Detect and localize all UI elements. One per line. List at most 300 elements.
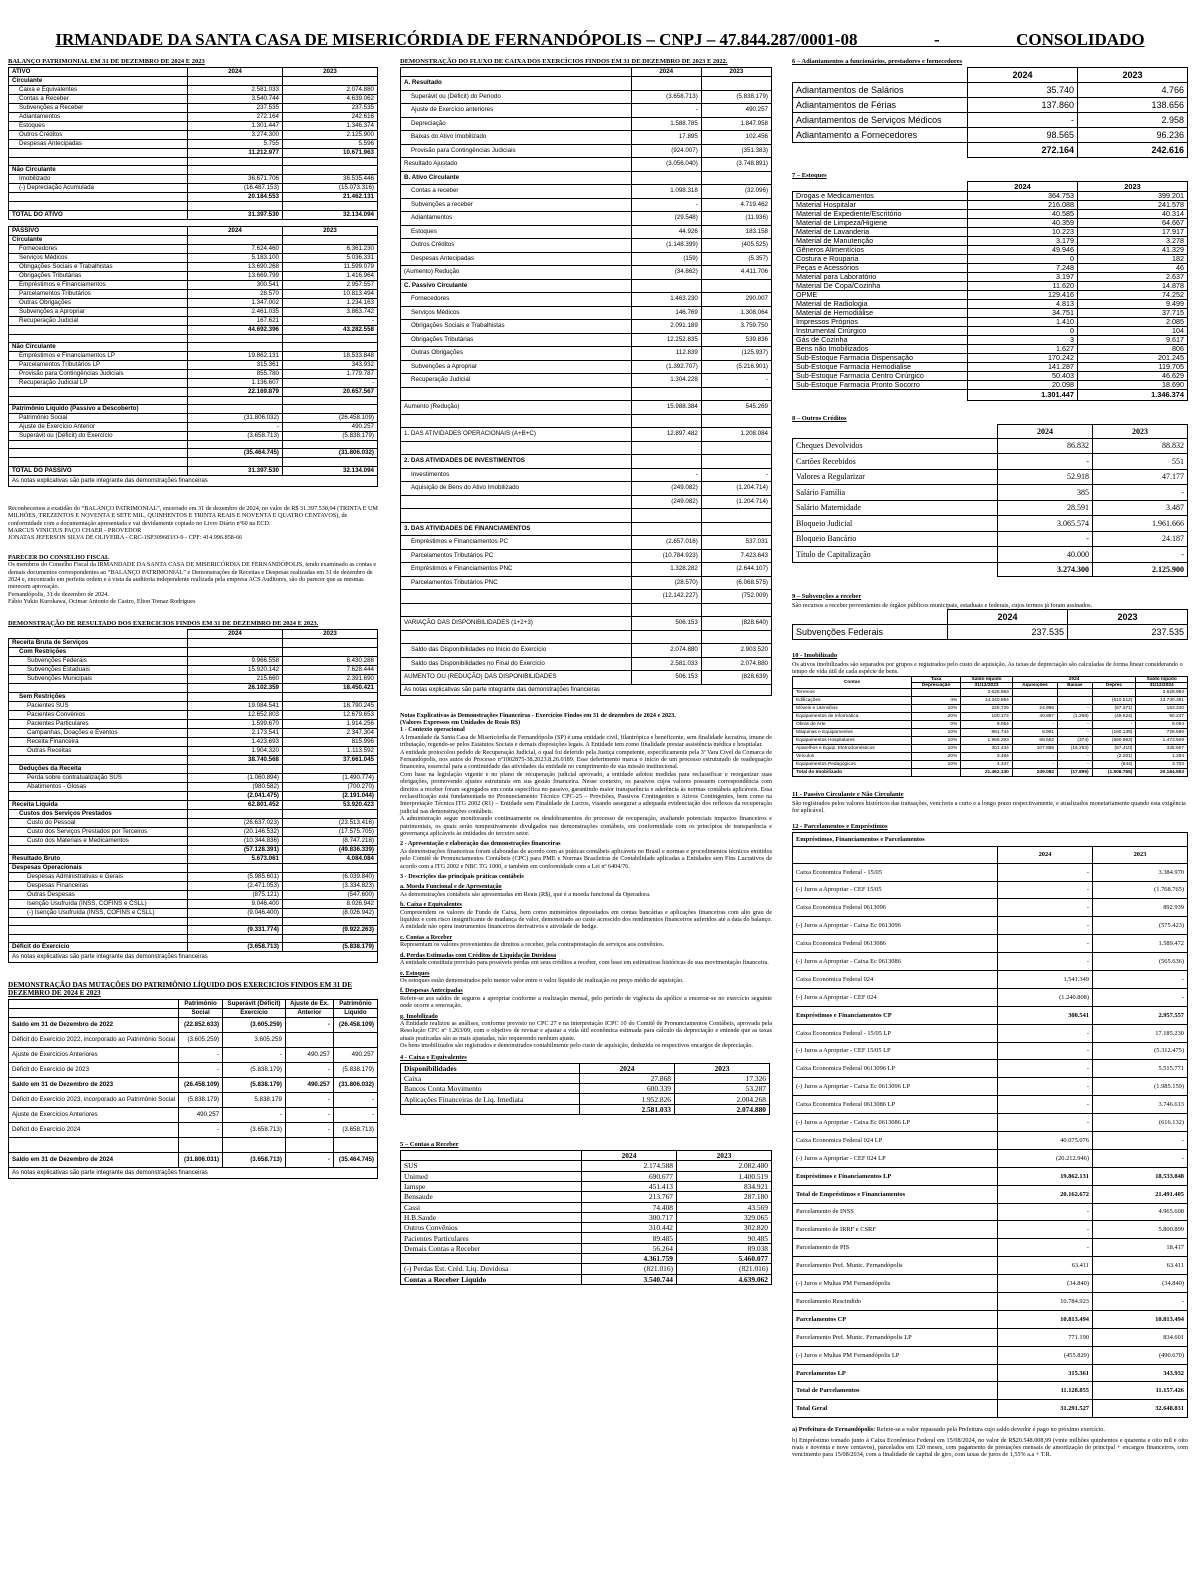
dfc-2024: (34.862) bbox=[631, 266, 701, 280]
ativo-row bbox=[9, 193, 378, 202]
emprestimo-value: - bbox=[998, 1203, 1093, 1221]
dre-2024: (980.582) bbox=[188, 782, 283, 791]
emprestimo-label: Parcelamento de PIS bbox=[793, 1239, 998, 1257]
credito-value: 385 bbox=[998, 485, 1093, 501]
passivo-row bbox=[9, 351, 378, 360]
dre-row bbox=[9, 647, 378, 656]
passivo-2024: 13.690.268 bbox=[188, 262, 283, 271]
estoque-row bbox=[793, 363, 1188, 372]
estoque-row bbox=[793, 282, 1188, 291]
imob-row bbox=[793, 688, 1188, 696]
dfc-2023: 2.903.520 bbox=[701, 644, 771, 658]
ativo-label: Caixa e Equivalentes bbox=[9, 86, 188, 95]
dfc-2023 bbox=[701, 522, 771, 536]
adiant-value: 98.565 bbox=[968, 128, 1078, 143]
dmpl-label: Déficit do Exercício 2022, incorporado ao Patrimônio Social bbox=[9, 1033, 179, 1048]
dfc-row bbox=[401, 455, 772, 469]
emprestimo-value: 19.862.131 bbox=[998, 1167, 1093, 1185]
dfc-label: Provisão para Contingências Judiciais bbox=[401, 144, 632, 158]
passivo-2023: 2.957.557 bbox=[283, 280, 378, 289]
imob-value: 10% bbox=[911, 760, 960, 768]
emprestimo-value: - bbox=[998, 1060, 1093, 1078]
dfc-2024 bbox=[631, 387, 701, 401]
ativo-2023 bbox=[283, 77, 378, 86]
ativo-row bbox=[9, 149, 378, 158]
passivo-label: Patrimônio Social bbox=[9, 414, 188, 423]
imob-value: - bbox=[1012, 752, 1057, 760]
dfc-2023: 1.208.084 bbox=[701, 428, 771, 442]
dre-label: Déficit do Exercício bbox=[9, 943, 188, 952]
dfc-2024: (28.570) bbox=[631, 576, 701, 590]
ativo-2024: 31.397.530 bbox=[188, 210, 283, 219]
emprestimo-value: 2.957.557 bbox=[1093, 1006, 1188, 1024]
emprestimo-row bbox=[793, 1185, 1188, 1203]
emprestimo-value: 10.813.494 bbox=[998, 1310, 1093, 1328]
imob-value: 9.054 bbox=[961, 720, 1013, 728]
imob-value: 20% bbox=[911, 752, 960, 760]
dfc-row bbox=[401, 252, 772, 266]
year-2023: 2023 bbox=[1078, 182, 1188, 192]
dfc-row bbox=[401, 266, 772, 280]
dfc-row bbox=[401, 671, 772, 685]
parecer-names: Fábio Yukio Kurokawa, Ocimar Antonio de Castro, Elton Tomaz Rodrigues bbox=[8, 598, 196, 606]
estoque-label: Material de Manutenção bbox=[793, 237, 968, 246]
estoque-row bbox=[793, 309, 1188, 318]
passivo-row bbox=[9, 244, 378, 253]
emprestimo-value: - bbox=[998, 953, 1093, 971]
ativo-label bbox=[9, 149, 188, 158]
imob-value: 301.434 bbox=[961, 744, 1013, 752]
caixa-row bbox=[401, 1084, 770, 1094]
dfc-2024: 1.463.230 bbox=[631, 293, 701, 307]
dfc-label: Contas a receber bbox=[401, 185, 632, 199]
dmpl-value: 490.257 bbox=[179, 1108, 223, 1123]
ativo-label: TOTAL DO ATIVO bbox=[9, 210, 188, 219]
year-2024: 2024 bbox=[580, 1063, 675, 1073]
dmpl-value bbox=[179, 1138, 223, 1153]
nota9-text: São recursos a receber provenientes de órgãos públicos municipais, estaduais e federais, cujos termos já foram assinados. bbox=[792, 601, 1093, 609]
dfc-row bbox=[401, 158, 772, 172]
imob-value: 9.054 bbox=[1136, 720, 1188, 728]
emprestimo-label: (-) Juros e Multas PM Fernandópolis LP bbox=[793, 1346, 998, 1364]
credito-row bbox=[793, 469, 1188, 485]
estoque-value: 4.813 bbox=[968, 300, 1078, 309]
notas-subtitle: (Valores Expressos em Unidades de Reais R$) bbox=[400, 718, 521, 726]
nota12a-text: Refere-se a valor repassado pela Prefeitura cujo saldo devedor é pago no próximo exercício. bbox=[876, 1426, 1105, 1434]
dre-2023 bbox=[283, 917, 378, 925]
emprestimo-row bbox=[793, 953, 1188, 971]
dfc-2024: (10.784.923) bbox=[631, 549, 701, 563]
emprestimo-value: (490.670) bbox=[1093, 1346, 1188, 1364]
n12-head: Empréstimos, Financiamentos e Parcelamentos bbox=[793, 832, 1188, 846]
emprestimo-row bbox=[793, 863, 1188, 881]
passivo-label: Fornecedores bbox=[9, 244, 188, 253]
dre-label bbox=[9, 925, 188, 934]
dre-title: DEMONSTRAÇÃO DE RESULTADO DOS EXERCICIOS FINDOS EM 31 DE DEZEMBRO DE 2024 E 2023. bbox=[8, 619, 319, 627]
estoque-row bbox=[793, 381, 1188, 390]
emprestimo-value: - bbox=[998, 899, 1093, 917]
signature-provedor: MARCUS VINICIUS PAÇO CHAER - PROVEDOR bbox=[8, 527, 142, 534]
receber-value: 56.264 bbox=[582, 1243, 677, 1253]
imob-value: (16.253) bbox=[1058, 744, 1093, 752]
ativo-row bbox=[9, 184, 378, 193]
receber-row bbox=[401, 1161, 772, 1171]
credito-value: 3.065.574 bbox=[998, 516, 1093, 532]
dfc-row bbox=[401, 576, 772, 590]
dre-label: Sem Restrições bbox=[9, 692, 188, 701]
caixa-label: Aplicações Financeiras de Liq. Imediata bbox=[401, 1094, 580, 1104]
receber-value: 690.677 bbox=[582, 1171, 677, 1181]
year-2024: 2024 bbox=[582, 1151, 677, 1161]
dre-2024: 2.173.541 bbox=[188, 728, 283, 737]
emprestimos-rows bbox=[793, 863, 1188, 1418]
emprestimo-row bbox=[793, 1131, 1188, 1149]
dre-2024: 9.046.400 bbox=[188, 899, 283, 908]
receber-row bbox=[401, 1223, 772, 1233]
estoque-value: 364.753 bbox=[968, 192, 1078, 201]
emprestimo-value: (34.840) bbox=[1093, 1275, 1188, 1293]
dmpl-row bbox=[9, 1108, 378, 1123]
receber-value: 300.717 bbox=[582, 1212, 677, 1222]
caixa-value: 53.287 bbox=[675, 1084, 770, 1094]
dre-label: Pacientes SUS bbox=[9, 701, 188, 710]
receber-value: 302.820 bbox=[677, 1223, 772, 1233]
dre-2023: 4.084.084 bbox=[283, 854, 378, 863]
estoque-value: 0 bbox=[968, 255, 1078, 264]
estoque-value: 74.252 bbox=[1078, 291, 1188, 300]
estoques-rows bbox=[793, 192, 1188, 390]
dfc-row bbox=[401, 414, 772, 428]
estoque-value: 17.917 bbox=[1078, 228, 1188, 237]
emprestimo-row bbox=[793, 1328, 1188, 1346]
credito-value: 40.000 bbox=[998, 547, 1093, 563]
nota3c-text: Representam os valores provenientes de direitos a receber, pela contraprestação de serviços aos convênios. bbox=[400, 941, 665, 949]
ativo-2024: 11.212.977 bbox=[188, 149, 283, 158]
ativo-2024: 3.540.744 bbox=[188, 95, 283, 104]
dre-2023: (23.513.416) bbox=[283, 818, 378, 827]
dmpl-table bbox=[8, 999, 378, 1168]
dfc-2024 bbox=[631, 603, 701, 617]
passivo-label bbox=[9, 334, 188, 342]
receber-label: Cassi bbox=[401, 1202, 582, 1212]
emprestimo-row bbox=[793, 1310, 1188, 1328]
dmpl-head: Social bbox=[179, 1009, 223, 1018]
receber-row bbox=[401, 1212, 772, 1222]
imob-value: - bbox=[1058, 760, 1093, 768]
passivo-2023 bbox=[283, 396, 378, 404]
ativo-label bbox=[9, 193, 188, 202]
dfc-2024: (1.148.399) bbox=[631, 239, 701, 253]
dmpl-value: (3.658.713) bbox=[333, 1123, 377, 1138]
ativo-label: Contas a Receber bbox=[9, 95, 188, 104]
passivo-label: Não Circulante bbox=[9, 342, 188, 351]
imob-h-2024: 2024 bbox=[1012, 676, 1136, 682]
ativo-2023: 4.639.062 bbox=[283, 95, 378, 104]
dmpl-head: Anterior bbox=[285, 1009, 333, 1018]
dre-2024: 15.920.142 bbox=[188, 665, 283, 674]
estoque-row bbox=[793, 327, 1188, 336]
year-2023: 2023 bbox=[1078, 68, 1188, 83]
dre-2023: (2.191.044) bbox=[283, 791, 378, 800]
estoque-value: 40.585 bbox=[968, 210, 1078, 219]
n5-pecld-label: (-) Perdas Est. Créd. Liq. Duvidosa bbox=[401, 1264, 582, 1274]
estoques-table bbox=[792, 181, 1188, 401]
receber-value: 310.442 bbox=[582, 1223, 677, 1233]
dre-2024: (2.471.053) bbox=[188, 881, 283, 890]
nota10-text: Os ativos imobilizados são separados por grupos e registrados pelo custo de aquisição. As taxas de depreciação são calculadas de forma linear considerando o tempo de vida útil de cada espécie de bens. bbox=[792, 661, 1183, 676]
dfc-footnote: As notas explicativas são parte integrante das demonstrações financeiras bbox=[400, 685, 772, 696]
dre-2024 bbox=[188, 764, 283, 773]
dmpl-head: Patrimônio bbox=[333, 1000, 377, 1009]
ativo-2023: 32.134.094 bbox=[283, 210, 378, 219]
dfc-row bbox=[401, 77, 772, 91]
imob-row bbox=[793, 696, 1188, 704]
caixa-row bbox=[401, 1094, 770, 1104]
imob-value: - bbox=[1058, 720, 1093, 728]
estoque-value: 3.278 bbox=[1078, 237, 1188, 246]
n4-total-2024: 2.581.033 bbox=[580, 1104, 675, 1114]
nota2-title: 2 - Apresentação e elaboração das demonstrações financeiras bbox=[400, 840, 561, 848]
credito-label: Bloqueio Bancário bbox=[793, 531, 998, 547]
receber-value: 287.180 bbox=[677, 1192, 772, 1202]
dre-2024: 1.599.670 bbox=[188, 719, 283, 728]
estoque-row bbox=[793, 354, 1188, 363]
imob-label: Equipamentos Hospitalares bbox=[793, 736, 912, 744]
dmpl-label: Déficit do Exercício de 2023 bbox=[9, 1063, 179, 1078]
nota6-title: 6 – Adiantamentos a funcionários, prestadores e fornecedores bbox=[792, 58, 963, 65]
dfc-row bbox=[401, 212, 772, 226]
dre-2023: (1.490.774) bbox=[283, 773, 378, 782]
dmpl-head: Ajuste de Ex. bbox=[285, 1000, 333, 1009]
passivo-2023: 1.416.964 bbox=[283, 271, 378, 280]
dre-row bbox=[9, 674, 378, 683]
nota12-notes bbox=[792, 1426, 1188, 1459]
dmpl-value bbox=[223, 1138, 286, 1153]
estoque-value: 129.416 bbox=[968, 291, 1078, 300]
dfc-2023 bbox=[701, 279, 771, 293]
imob-subhead: Baixas bbox=[1058, 682, 1093, 688]
emprestimo-value: - bbox=[998, 935, 1093, 953]
nota8-title: 8 – Outros Créditos bbox=[792, 414, 847, 422]
imob-value: - bbox=[1092, 720, 1136, 728]
outros-creditos-table bbox=[792, 424, 1188, 577]
dfc-2023: (32.096) bbox=[701, 185, 771, 199]
passivo-row bbox=[9, 280, 378, 289]
passivo-2023 bbox=[283, 458, 378, 466]
emprestimo-label: (-) Juros a Apropriar - CEF 024 bbox=[793, 988, 998, 1006]
emprestimo-row bbox=[793, 1006, 1188, 1024]
passivo-label: Empréstimos e Financiamentos bbox=[9, 280, 188, 289]
ativo-2023: 242.616 bbox=[283, 113, 378, 122]
dfc-row bbox=[401, 549, 772, 563]
dfc-2023: 4.719.462 bbox=[701, 198, 771, 212]
nota12-title: 12 - Parcelamentos e Empréstimos bbox=[792, 822, 888, 830]
ativo-label: Outros Créditos bbox=[9, 131, 188, 140]
passivo-2023: 1.779.787 bbox=[283, 369, 378, 378]
dfc-label: Depreciação bbox=[401, 117, 632, 131]
dmpl-value: (5.838.179) bbox=[223, 1078, 286, 1093]
dfc-2024: (159) bbox=[631, 252, 701, 266]
dre-row bbox=[9, 836, 378, 845]
ativo-row bbox=[9, 77, 378, 86]
credito-value: 28.591 bbox=[998, 500, 1093, 516]
dre-2024: (2.041.475) bbox=[188, 791, 283, 800]
emprestimo-label: (-) Juros a Apropriar - Caixa Ec 0613096 bbox=[793, 917, 998, 935]
nota4-title: 4 - Caixa e Equivalentes bbox=[400, 1053, 467, 1061]
passivo-row bbox=[9, 289, 378, 298]
year-2023: 2023 bbox=[675, 1063, 770, 1073]
estoque-label: Costura e Rouparia bbox=[793, 255, 968, 264]
dre-2024 bbox=[188, 863, 283, 872]
imob-value bbox=[911, 768, 960, 776]
dfc-label: 3. DAS ATIVIDADES DE FINANCIAMENTOS bbox=[401, 522, 632, 536]
dfc-2023: (1.204.714) bbox=[701, 495, 771, 509]
emprestimo-label: (-) Juros a Apropriar - Caixa Ec 0613086 bbox=[793, 953, 998, 971]
ativo-2023: 5.596 bbox=[283, 140, 378, 149]
credito-value: - bbox=[998, 531, 1093, 547]
imob-value: 249.082 bbox=[1012, 768, 1057, 776]
dmpl-row bbox=[9, 1138, 378, 1153]
estoque-label: Instrumental Cirúrgico bbox=[793, 327, 968, 336]
dfc-row bbox=[401, 279, 772, 293]
emprestimo-label: Parcelamento de INSS bbox=[793, 1203, 998, 1221]
ativo-rows bbox=[9, 77, 378, 220]
credito-value: 551 bbox=[1093, 454, 1188, 470]
emprestimo-value: - bbox=[998, 1114, 1093, 1132]
dfc-2024: 1.328.282 bbox=[631, 563, 701, 577]
dmpl-row bbox=[9, 1153, 378, 1168]
dfc-label: Aquisição de Bens do Ativo Imobilizado bbox=[401, 482, 632, 496]
nota7-title: 7 – Estoques bbox=[792, 172, 827, 179]
dfc-row bbox=[401, 644, 772, 658]
imob-label: Equipamentos de Informática bbox=[793, 712, 912, 720]
dre-2023: 2.347.304 bbox=[283, 728, 378, 737]
imob-value: (67.371) bbox=[1092, 704, 1136, 712]
dre-label bbox=[9, 683, 188, 692]
dfc-2024: (2.657.016) bbox=[631, 536, 701, 550]
dre-2024: (10.344.836) bbox=[188, 836, 283, 845]
imob-subhead: 31/12/2024 bbox=[1136, 682, 1188, 688]
dre-table bbox=[8, 629, 378, 953]
emprestimo-value: (565.636) bbox=[1093, 953, 1188, 971]
n5-total-2024: 3.540.744 bbox=[582, 1274, 677, 1284]
dfc-2024: 2.581.033 bbox=[631, 657, 701, 671]
dfc-label: Ajuste de Exercício anteriores bbox=[401, 104, 632, 118]
dmpl-value: - bbox=[333, 1108, 377, 1123]
ativo-2024 bbox=[188, 202, 283, 210]
credito-row bbox=[793, 485, 1188, 501]
estoque-label: Gêneros Alimentícios bbox=[793, 246, 968, 255]
imob-label: Veículos bbox=[793, 752, 912, 760]
dmpl-head: Líquido bbox=[333, 1009, 377, 1018]
dfc-row bbox=[401, 590, 772, 604]
emprestimo-value: - bbox=[998, 863, 1093, 881]
dfc-label bbox=[401, 495, 632, 509]
imob-value: (49.524) bbox=[1092, 712, 1136, 720]
passivo-2023: 1.234.163 bbox=[283, 298, 378, 307]
estoque-value: 9.617 bbox=[1078, 336, 1188, 345]
dfc-2024: (12.142.227) bbox=[631, 590, 701, 604]
dre-2023: (5.838.179) bbox=[283, 943, 378, 952]
imob-value: 13.730.381 bbox=[1136, 696, 1188, 704]
dmpl-row bbox=[9, 1018, 378, 1033]
dfc-row bbox=[401, 239, 772, 253]
dre-row bbox=[9, 934, 378, 942]
estoque-value: 3.197 bbox=[968, 273, 1078, 282]
dmpl-value bbox=[285, 1138, 333, 1153]
balanco-ativo-table bbox=[8, 67, 378, 220]
imob-value bbox=[1012, 696, 1057, 704]
dfc-label: Superávit ou (Déficit) do Período bbox=[401, 90, 632, 104]
passivo-row bbox=[9, 369, 378, 378]
dre-2023: 8.026.942 bbox=[283, 899, 378, 908]
adiant-value: 4.766 bbox=[1078, 83, 1188, 98]
passivo-label: Recuperação Judicial LP bbox=[9, 378, 188, 387]
dmpl-value: - bbox=[223, 1048, 286, 1063]
estoque-row bbox=[793, 291, 1188, 300]
dre-2023: (547.600) bbox=[283, 890, 378, 899]
estoque-value: 9.499 bbox=[1078, 300, 1188, 309]
passivo-row bbox=[9, 253, 378, 262]
dmpl-value: (5.838.179) bbox=[333, 1063, 377, 1078]
credito-label: Cartões Recebidos bbox=[793, 454, 998, 470]
dfc-2024: (249.082) bbox=[631, 495, 701, 509]
dfc-2023: (752.009) bbox=[701, 590, 771, 604]
dfc-2023: 102.456 bbox=[701, 131, 771, 145]
parecer bbox=[8, 554, 378, 606]
dfc-2024: 17.895 bbox=[631, 131, 701, 145]
receber-label: Iamspe bbox=[401, 1181, 582, 1191]
dre-row bbox=[9, 899, 378, 908]
dre-2023: (6.039.840) bbox=[283, 872, 378, 881]
adiant-label: Adiantamentos de Serviços Médicos bbox=[793, 113, 968, 128]
emprestimo-value: - bbox=[998, 1078, 1093, 1096]
caixa-table bbox=[400, 1063, 770, 1115]
passivo-2023 bbox=[283, 334, 378, 342]
passivo-2023: 18.533.848 bbox=[283, 351, 378, 360]
dre-2023 bbox=[283, 638, 378, 647]
dre-2024: (20.146.532) bbox=[188, 827, 283, 836]
dre-2023: 1.914.256 bbox=[283, 719, 378, 728]
emprestimo-label: Total de Parcelamentos bbox=[793, 1382, 998, 1400]
receber-value: 2.174.588 bbox=[582, 1161, 677, 1171]
n7-total-2024: 1.301.447 bbox=[968, 390, 1078, 400]
dfc-title: DEMONSTRAÇÃO DO FLUXO DE CAIXA DOS EXERCÍCIOS FINDOS EM 31 DE DEZEMBRO DE 2023 E 2022. bbox=[400, 58, 728, 65]
dmpl-label: Déficit do Exercício 2023, incorporado ao Patrimônio Social bbox=[9, 1093, 179, 1108]
dfc-2024 bbox=[631, 455, 701, 469]
credito-label: Salário Família bbox=[793, 485, 998, 501]
caixa-value: 2.004.268 bbox=[675, 1094, 770, 1104]
ativo-2024: 272.164 bbox=[188, 113, 283, 122]
passivo-row bbox=[9, 262, 378, 271]
dre-label: Pacientes Particulares bbox=[9, 719, 188, 728]
dre-2024: 1.423.693 bbox=[188, 737, 283, 746]
emprestimos-table bbox=[792, 832, 1188, 1419]
credito-value: 1.961.666 bbox=[1093, 516, 1188, 532]
emprestimo-value: 3.384.970 bbox=[1093, 863, 1188, 881]
passivo-label: Parcelamentos Tributários LP bbox=[9, 360, 188, 369]
credito-value: 88.832 bbox=[1093, 438, 1188, 454]
emprestimo-label: Parcelamento Pref. Munic. Fernandópolis LP bbox=[793, 1328, 998, 1346]
imob-label: Máquinas e Equipamentos bbox=[793, 728, 912, 736]
dre-label: Pacientes Convênios bbox=[9, 710, 188, 719]
passivo-label: Ajuste de Exercício Anterior bbox=[9, 423, 188, 432]
passivo-2024 bbox=[188, 396, 283, 404]
passivo-row bbox=[9, 271, 378, 280]
passivo-row bbox=[9, 342, 378, 351]
dre-label: Outras Receitas bbox=[9, 746, 188, 755]
passivo-label: Circulante bbox=[9, 235, 188, 244]
